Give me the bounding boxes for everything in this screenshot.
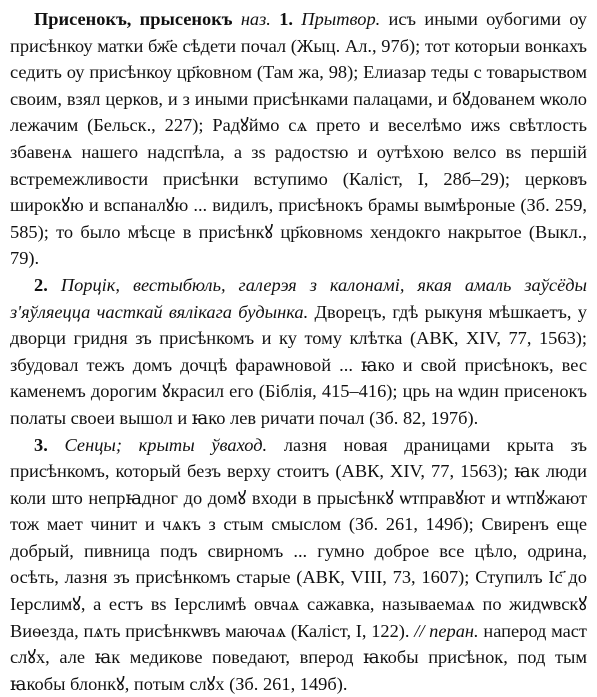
transfer-citations: наперод маст слꙋх, але ꙗк медикове поведают, вперод ꙗкобы присѣнок, под тым ꙗкобы блонкꙋ, потым слꙋх (Зб. 261, 149б).: [10, 621, 587, 694]
sense-definition: Порцік, вестыбюль, галерэя з калонамі, якая амаль заўсёды з'яўляецца часткай вялікага будынка.: [10, 275, 587, 322]
transfer-mark: // перан.: [414, 621, 478, 641]
entry-sense-3: [10, 432, 587, 697]
sense-number: 1.: [279, 9, 293, 29]
entry-sense-1: [10, 6, 587, 272]
sense-citations: лазня новая драницами крыта зъ присѣнкомъ, который безъ верху стоитъ (АВК, XIV, 77, 1563); ꙗк люди коли што непрꙗдног до домꙋ входи в прысѣнкꙋ ѡтправꙋют и ѡтпꙋжают тож мает чинит и чѧкъ з стым смыслом (Зб. 261, 149б); Свиренъ еще добрый, пивница подъ свирномъ ... гумно доброе все цѣло, одрина, осѣть, лазня зъ присѣнкомъ старые (АВК, VIII, 73, 1607); Ступилъ Іс҃ до Іерслимꙋ, а естъ вѕ Іерслимѣ овчаѧ сажавка, называемаѧ по жидѡвскꙋ Виѳезда, пѧть присѣнкѡвъ маючаѧ (Каліст, І, 122).: [10, 435, 587, 641]
part-of-speech: наз.: [241, 9, 271, 29]
sense-definition: Сенцы; крыты ўваход.: [65, 435, 268, 455]
sense-number: 2.: [34, 275, 48, 295]
sense-citations: Дворецъ, гдѣ рыкуня мѣшкаетъ, у дворци гридня зъ присѣнкомъ и ку тому клѣтка (АВК, XIV, 77, 1563); збудовал тежъ домъ дочцѣ фараѡновой ... ꙗко и свой присѣнокъ, вес каменемъ дорогим ꙋкрасил его (Біблія, 415–416); црь на ѡдин присенокъ полаты своеи вышол и ꙗко лев ричати почал (Зб. 82, 197б).: [10, 302, 587, 428]
sense-definition: Прытвор.: [301, 9, 380, 29]
sense-number: 3.: [34, 435, 48, 455]
sense-citations: исъ иными оубогими оу присѣнкоу матки бж҃е сѣдети почал (Жыц. Ал., 97б); тот которыи вонкахъ седить оу присѣнкоу цр҃ковном (Там жа, 98); Елиазар теды с товарыством своим, взял церков, и з иными присѣнками палацами, и бꙋдованем ѡколо лежачим (Бельск., 227); Радꙋймо сѧ прето и веселѣмо ижѕ свѣтлость збавенѧ нашего надспѣла, а зѕ радостѕю и оутѣхою велсо вѕ першій встремежливости присѣнки вступимо (Каліст, І, 28б–29); церковъ широкꙋю и вспаналꙋю ... видилъ, присѣнокъ брамы вымѣроные (Зб. 259, 585); то было мѣсце в присѣнкꙋ цр҃ковномѕ хендокго накрытое (Выкл., 79).: [10, 9, 587, 268]
entry-headword: Присенокъ, прысенокъ: [34, 9, 233, 29]
entry-sense-2: [10, 272, 587, 432]
